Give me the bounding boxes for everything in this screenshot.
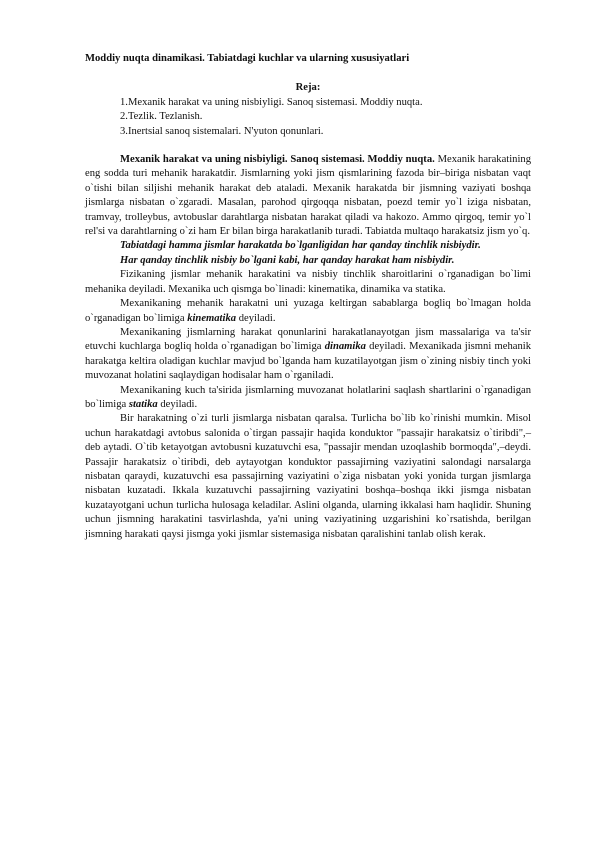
paragraph-text: Mexanikaning mehanik harakatni uni yuzaga keltirgan sabablarga bogliq bo`lmagan holda o`rganadigan bo`limiga [85, 298, 531, 324]
paragraph-text: Mexanikaning jismlarning harakat qonunlarini harakatlanayotgan jism massalariga va ta'sir etuvchi kuchlarga bogliq holda o`rganadigan bo`limiga [85, 326, 531, 353]
paragraph-text: Mexanikaning kuch ta'sirida jismlarning muvozanat holatlarini saqlash shartlarini o`rganadigan bo`limiga [85, 384, 531, 410]
paragraph-dynamics [85, 326, 531, 384]
paragraph-text: deyiladi. [157, 398, 198, 410]
plan-item: 3.Inertsial sanoq sistemalari. N'yuton qonunlari. [120, 125, 324, 137]
plan-section [85, 81, 531, 139]
term-kinematika: kinematika [187, 312, 237, 324]
paragraph-relativity-example: Bir harakatning o`zi turli jismlarga nisbatan qaralsa. Turlicha bo`lib ko`rinishi mumkin. Misol uchun harakatdagi avtobus salonida o`tirgan passajir haqida konduktor "passajir harakatsiz o`tiribdi",–deb aytadi. O`tib ketayotgan avtobusni kuzatuvchi esa, "passajir mendan uzoqlashib bormoqda",–deydi. Passajir harakatsiz o`tiribdi, deb aytayotgan konduktor passajirning vaziyatini salondagi narsalarga nisbatan qaraydi, kuzatuvchi esa passajirning vaziyatini o`ziga nisbatan yoki yonida turgan jismlarga nisbatan kuzatadi. Ikkala kuzatuvchi passajirning vaziyatini boshqa–boshqa ikki jismga nisbatan kuzatayotgani uchun turlicha hulosaga keladilar. Aslini olganda, ularning ikkalasi ham haqlidir. Shuning uchun jismning harakatini tasvirlashda, ya'ni uning vaziyatining uzgarishini ko`rsatishda, berilgan jismning harakati qaysi jismga yoki jismlar sistemasiga nisbatan qaralishini tanlab olish kerak. [85, 413, 531, 540]
term-dinamika: dinamika [324, 341, 366, 353]
paragraph-text: deyiladi. [236, 312, 276, 324]
paragraph-intro [85, 153, 531, 239]
paragraph-emphasis: Tabiatdagi hamma jismlar harakatda bo`lganligidan har qanday tinchlik nisbiydir. [120, 240, 481, 252]
paragraph-mechanics: Fizikaning jismlar mehanik harakatini va nisbiy tinchlik sharoitlarini o`rganadigan bo`limi mehanika deyiladi. Mexanika uch qismga bo`linadi: kinematika, dinamika va statika. [85, 269, 531, 295]
plan-item: 2.Tezlik. Tezlanish. [120, 111, 203, 123]
plan-heading: Reja: [295, 82, 321, 94]
paragraph-text: deyiladi. Mexanikada jismni mehanik harakatga keltira oladigan kuchlar mavjud bo`lganda ham kuzatilayotgan jism o`zining nisbiy tinch yoki muvozanat holatini saqlaydigan hodisalar ham o`rganiladi. [85, 341, 531, 382]
term-statika: statika [128, 398, 158, 410]
paragraph-kinematics [85, 297, 531, 326]
paragraph-statics [85, 384, 531, 413]
section-heading: Mexanik harakat va uning nisbiyligi. Sanoq sistemasi. Moddiy nuqta. [120, 154, 435, 166]
plan-item: 1.Mexanik harakat va uning nisbiyligi. Sanoq sistemasi. Moddiy nuqta. [120, 96, 423, 108]
document-page [85, 52, 531, 542]
paragraph-emphasis: Har qanday tinchlik nisbiy bo`lgani kabi, har qanday harakat ham nisbiydir. [120, 254, 455, 266]
document-title: Moddiy nuqta dinamikasi. Tabiatdagi kuchlar va ularning xususiyatlari [85, 53, 410, 64]
paragraph-text: Mexanik harakatining eng sodda turi mehanik harakatdir. Jismlarning yoki jism qismlarining fazoda bir–biriga nisbatan vaqt o`tishi bilan siljishi mehanik harakat deb ataladi. Mexanik harakatda bir jismning vaziyati boshqa jismlarga nisbatan o`zgaradi. Masalan, parohod qirgoqqa nisbatan, poezd temir yo`l iziga nisbatan, tramvay, trolleybus, avtobuslar darahtlarga nisbatan harakat qiladi va hakozo. Ammo qirgoq, temir yo`l rel'si va darahtlarning o`zi ham Er bilan birga harakatlanib turadi. Tabiatda multaqo harakatsiz jism yo`q. [85, 154, 531, 238]
